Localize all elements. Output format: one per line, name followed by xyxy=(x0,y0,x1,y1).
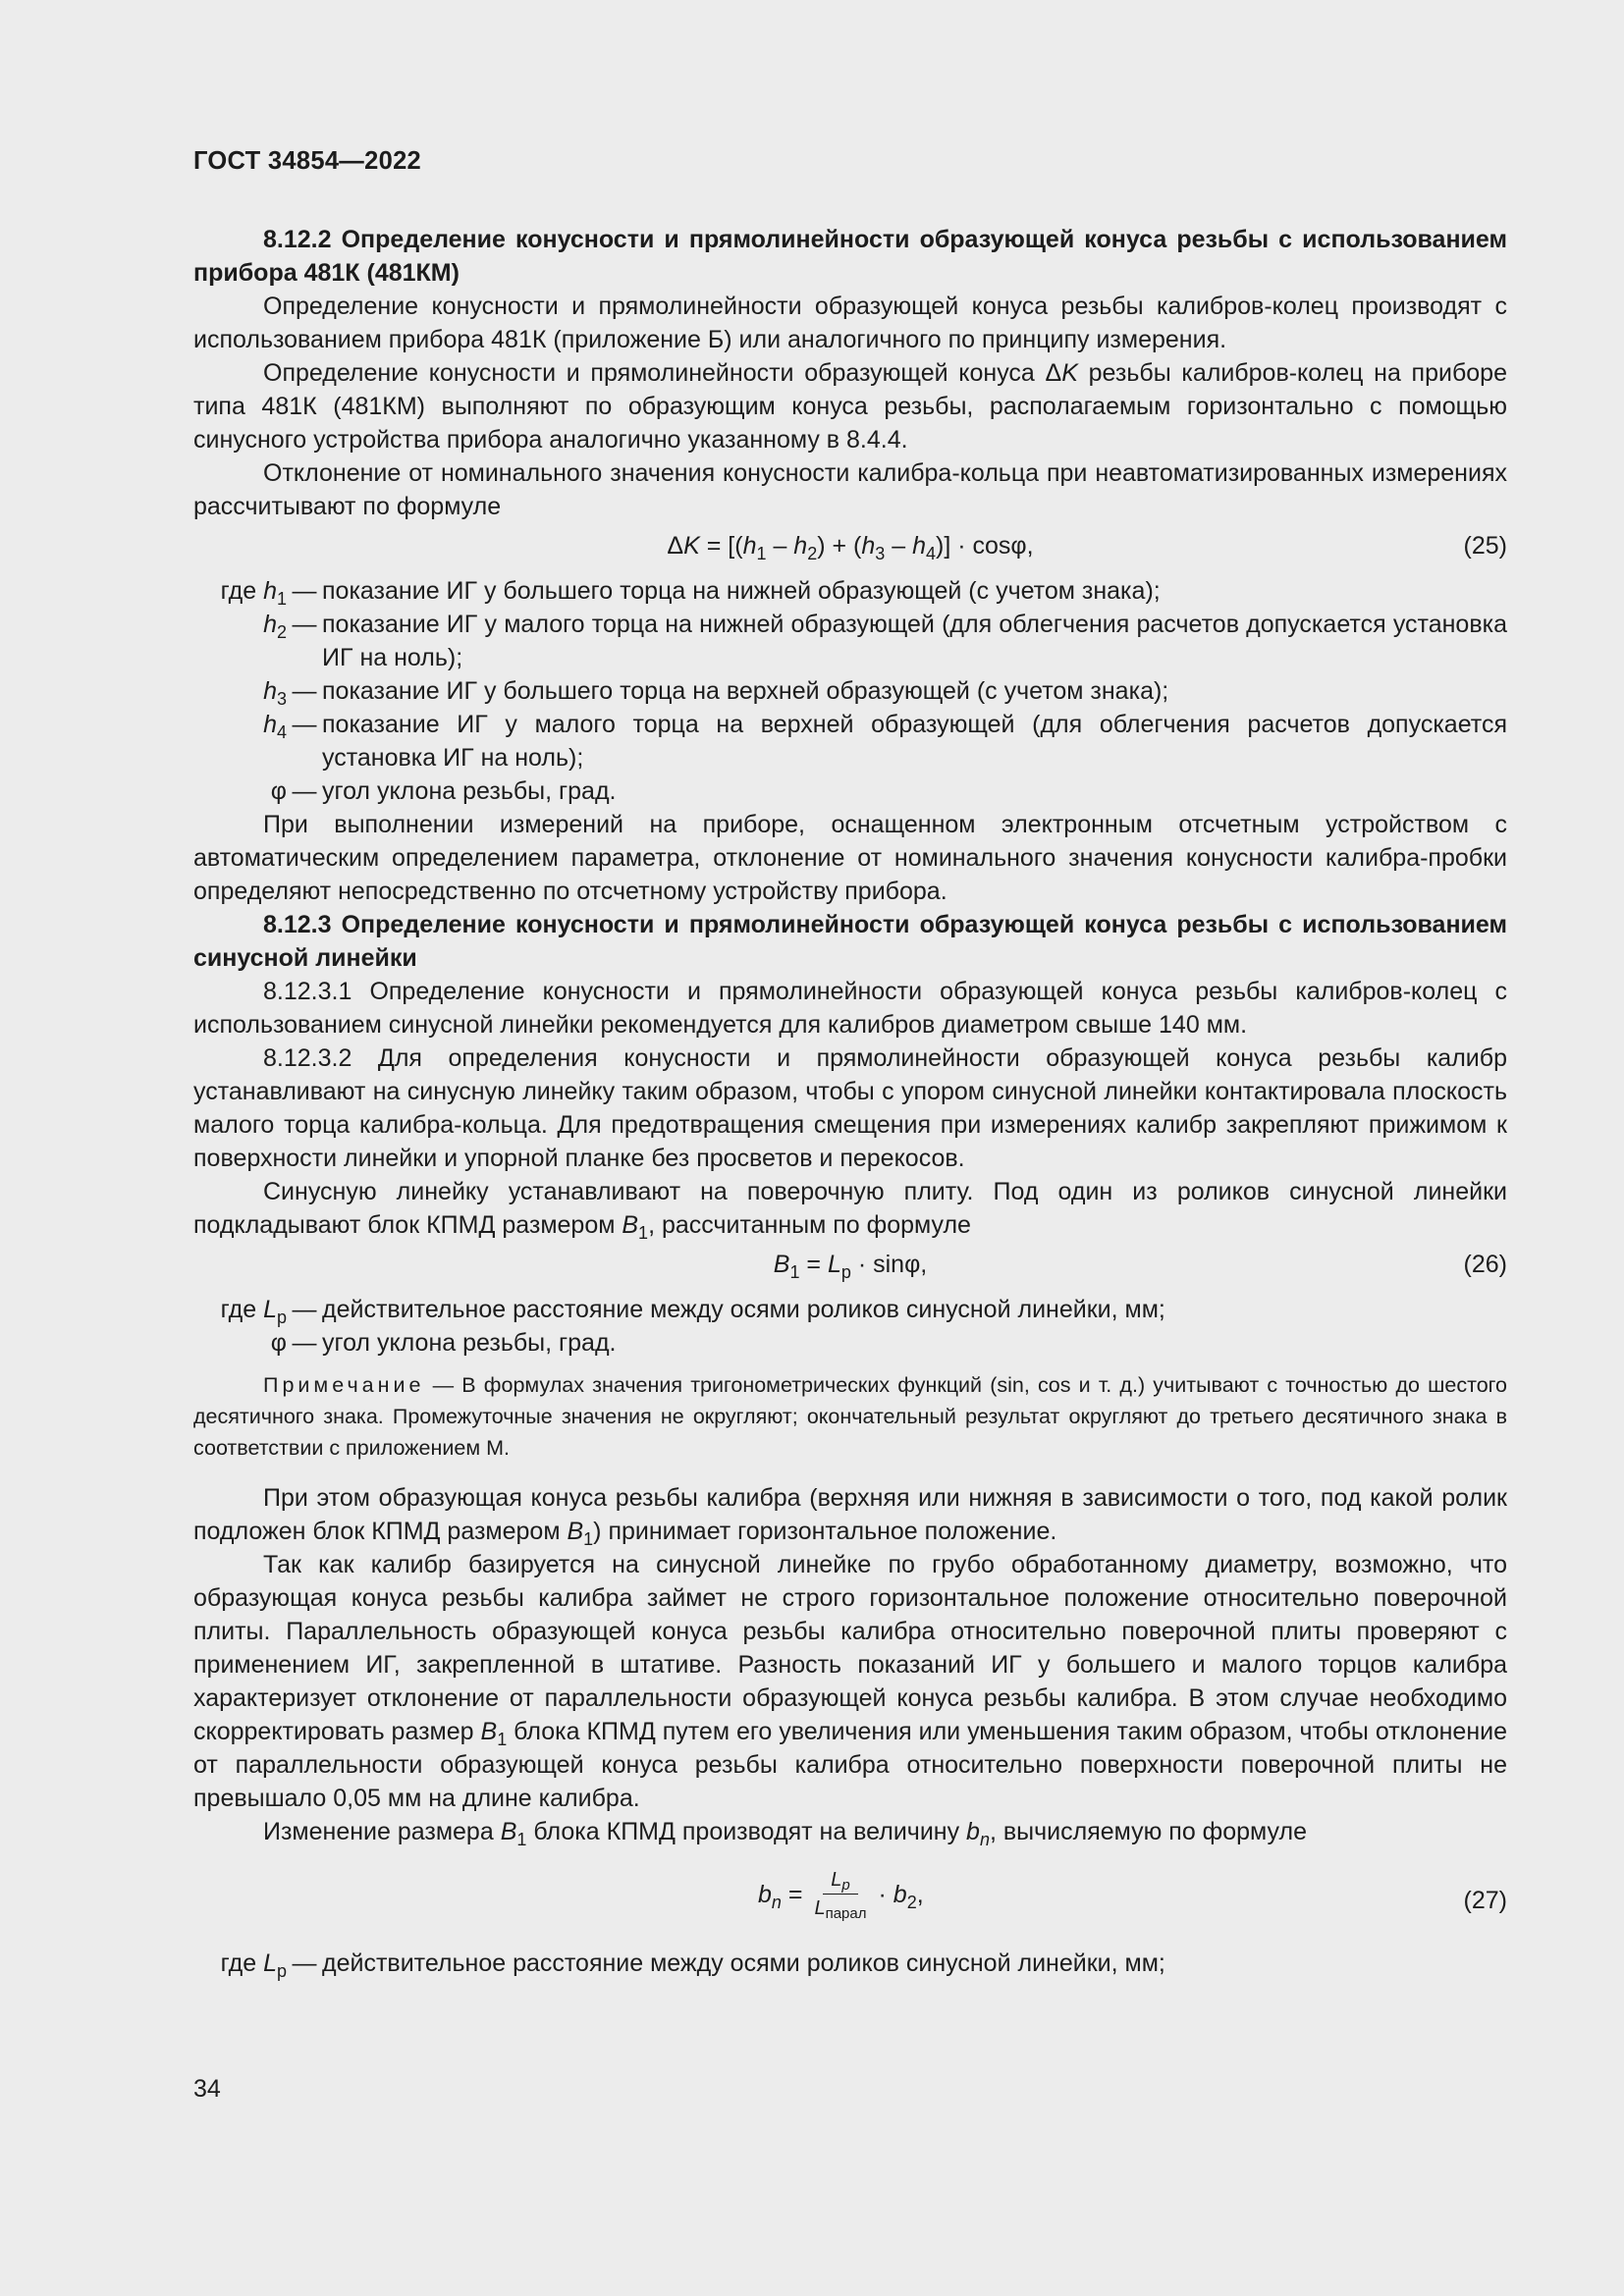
paragraph: Синусную линейку устанавливают на поверочную плиту. Под один из роликов синусной линейки подкладывают блок КПМД размером $B_1$, рассчитанным по формуле xyxy=(193,1178,1507,1243)
paragraph: 8.12.3.1 Определение конусности и прямолинейности образующей конуса резьбы калибров-колец с использованием синусной линейки рекомендуется для калибров диаметром свыше 140 мм. xyxy=(193,978,1507,1039)
paragraph: Изменение размера $B_1$ блока КПМД производят на величину $b_n$, вычисляемую по формуле xyxy=(263,1818,1307,1849)
where-symbol: где $L_р$ xyxy=(220,1296,287,1327)
where-item xyxy=(193,1326,1507,1360)
where-text: угол уклона резьбы, град. xyxy=(322,1329,617,1357)
where-symbol: $h_3$ xyxy=(263,677,287,709)
note: Примечание — В формулах значения тригонометрических функций (sin, cos и т. д.) учитывают с точностью до шестого десятичного знака. Промежуточные значения не округляют; окончательный результат округляют до третьего десятичного знака в соответствии с приложением М. xyxy=(193,1373,1507,1460)
where-list-27 xyxy=(193,1947,1507,1980)
paragraph: При этом образующая конуса резьбы калибра (верхняя или нижняя в зависимости о того, под какой ролик подложен блок КПМД размером $B_1$) принимает горизонтальное положение. xyxy=(193,1484,1507,1549)
page-content xyxy=(193,223,1507,1980)
where-text: показание ИГ у малого торца на нижней образующей (для облегчения расчетов допускается установка ИГ на ноль); xyxy=(322,611,1507,671)
where-text: угол уклона резьбы, град. xyxy=(322,777,617,805)
where-item xyxy=(193,608,1507,674)
paragraph: 8.12.3.2 Для определения конусности и прямолинейности образующей конуса резьбы калибр устанавливают на синусную линейку таким образом, чтобы с упором синусной линейки контактировала плоскость малого торца калибра-кольца. Для предотвращения смещения при измерениях калибр закрепляют прижимом к поверхности линейки и упорной планке без просветов и перекосов. xyxy=(193,1044,1507,1172)
formula-25 xyxy=(193,529,1507,566)
where-item xyxy=(193,774,1507,808)
where-dash: — xyxy=(292,1949,317,1977)
where-text: показание ИГ у малого торца на верхней образующей (для облегчения расчетов допускается установка ИГ на ноль); xyxy=(322,711,1507,772)
where-item xyxy=(193,1293,1507,1326)
where-item xyxy=(193,674,1507,708)
paragraph: Так как калибр базируется на синусной линейке по грубо обработанному диаметру, возможно, что образующая конуса резьбы калибра займет не строго горизонтальное положение относительно поверочной плиты. Параллельность образующей конуса резьбы калибра относительно поверочной плиты проверяют с применением ИГ, закрепленной в штативе. Разность показаний ИГ у большего и малого торцов калибра характеризует отклонение от параллельности образующей конуса резьбы калибра. В этом случае необходимо скорректировать размер $B_1$ блока КПМД путем его увеличения или уменьшения таким образом, чтобы отклонение от параллельности образующей конуса резьбы калибра относительно поверхности поверочной плиты не превышало 0,05 мм на длине калибра. xyxy=(193,1551,1507,1812)
where-symbol: $h_4$ xyxy=(263,711,287,742)
where-label: где xyxy=(220,1949,257,1977)
where-list-26 xyxy=(193,1293,1507,1360)
where-dash: — xyxy=(292,1296,317,1323)
formula-number: (26) xyxy=(1463,1251,1507,1278)
page-number: 34 xyxy=(193,2075,221,2103)
where-text: действительное расстояние между осями роликов синусной линейки, мм; xyxy=(322,1296,1165,1323)
where-text: показание ИГ у большего торца на нижней образующей (с учетом знака); xyxy=(322,577,1161,605)
where-list-25 xyxy=(193,574,1507,808)
where-dash: — xyxy=(292,1329,317,1357)
where-symbol: φ xyxy=(270,777,287,805)
where-symbol: где $h_1$ xyxy=(220,577,287,609)
formula-number: (25) xyxy=(1463,532,1507,560)
fraction: $\frac{L_p}{L_{парал}}$ xyxy=(814,1869,867,1922)
where-dash: — xyxy=(292,777,317,805)
where-dash: — xyxy=(292,711,317,738)
where-symbol: $h_2$ xyxy=(263,611,287,642)
where-symbol: где $L_р$ xyxy=(220,1949,287,1981)
paragraph: Отклонение от номинального значения конусности калибра-кольца при неавтоматизированных измерениях рассчитывают по формуле xyxy=(193,459,1507,520)
where-text: действительное расстояние между осями роликов синусной линейки, мм; xyxy=(322,1949,1165,1977)
where-label: где xyxy=(220,1296,257,1323)
where-dash: — xyxy=(292,677,317,705)
note-label: Примечание xyxy=(263,1373,425,1397)
where-label: где xyxy=(220,577,257,605)
where-item xyxy=(193,1947,1507,1980)
formula-expression: $b_n$ = $\frac{L_p}{L_{парал}}$ · $b_2$, xyxy=(758,1869,924,1922)
paragraph: Определение конусности и прямолинейности образующей конуса резьбы калибров-колец производят с использованием прибора 481К (приложение Б) или аналогичного по принципу измерения. xyxy=(193,293,1507,353)
paragraph: Определение конусности и прямолинейности образующей конуса ΔK резьбы калибров-колец на приборе типа 481К (481КМ) выполняют по образующим конуса резьбы, располагаемым горизонтально с помощью синусного устройства прибора аналогично указанному в 8.4.4. xyxy=(193,359,1507,454)
where-item xyxy=(193,574,1507,608)
where-dash: — xyxy=(292,577,317,605)
where-dash: — xyxy=(292,611,317,638)
where-item xyxy=(193,708,1507,774)
formula-26 xyxy=(193,1248,1507,1285)
formula-27 xyxy=(193,1854,1507,1943)
where-symbol: φ xyxy=(270,1329,287,1357)
formula-expression: $\Delta K = [(h_1 - h_2) + (h_3 - h_4)] \cdot \cos\varphi$, xyxy=(667,532,1034,563)
section-heading-8-12-2: 8.12.2 Определение конусности и прямолинейности образующей конуса резьбы с использованием прибора 481К (481КМ) xyxy=(193,226,1507,287)
formula-number: (27) xyxy=(1463,1887,1507,1914)
section-heading-8-12-3: 8.12.3 Определение конусности и прямолинейности образующей конуса резьбы с использованием синусной линейки xyxy=(193,911,1507,972)
paragraph: При выполнении измерений на приборе, оснащенном электронным отсчетным устройством с автоматическим определением параметра, отклонение от номинального значения конусности калибра-пробки определяют непосредственно по отсчетному устройству прибора. xyxy=(193,811,1507,905)
formula-expression: $B_1 = L_р \cdot \sin\varphi$, xyxy=(773,1251,928,1282)
where-text: показание ИГ у большего торца на верхней образующей (с учетом знака); xyxy=(322,677,1169,705)
document-header: ГОСТ 34854—2022 xyxy=(193,147,422,175)
